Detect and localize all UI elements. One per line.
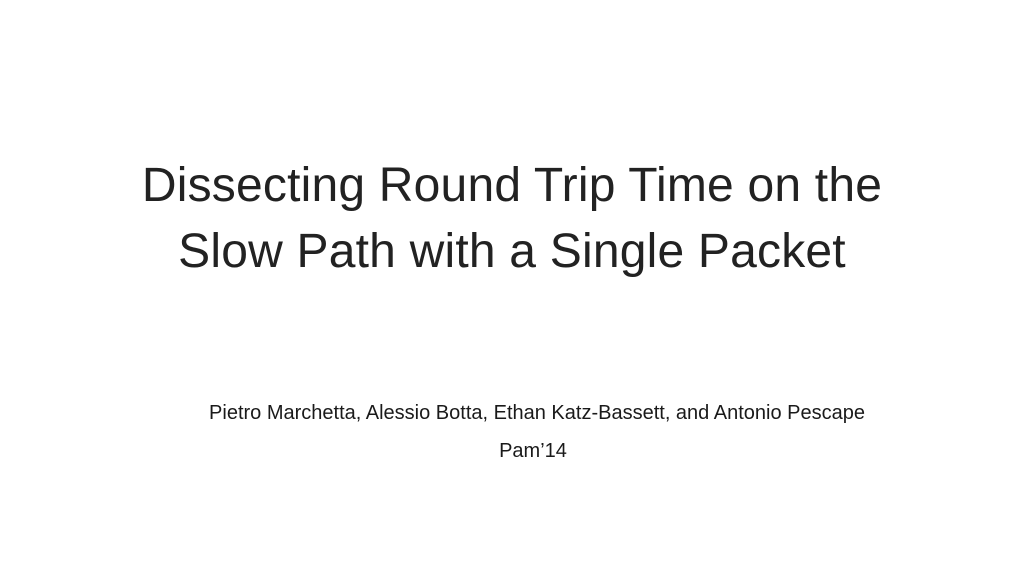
slide-title-line-2: Slow Path with a Single Packet [178,225,846,278]
slide-title-line-1: Dissecting Round Trip Time on the [141,159,883,212]
venue-text: Pam’14 [499,440,567,462]
slide-subtitle [80,394,994,470]
slide-title [60,153,964,285]
authors-text: Pietro Marchetta, Alessio Botta, Ethan Katz-Bassett, and Antonio Pescape [209,402,865,424]
